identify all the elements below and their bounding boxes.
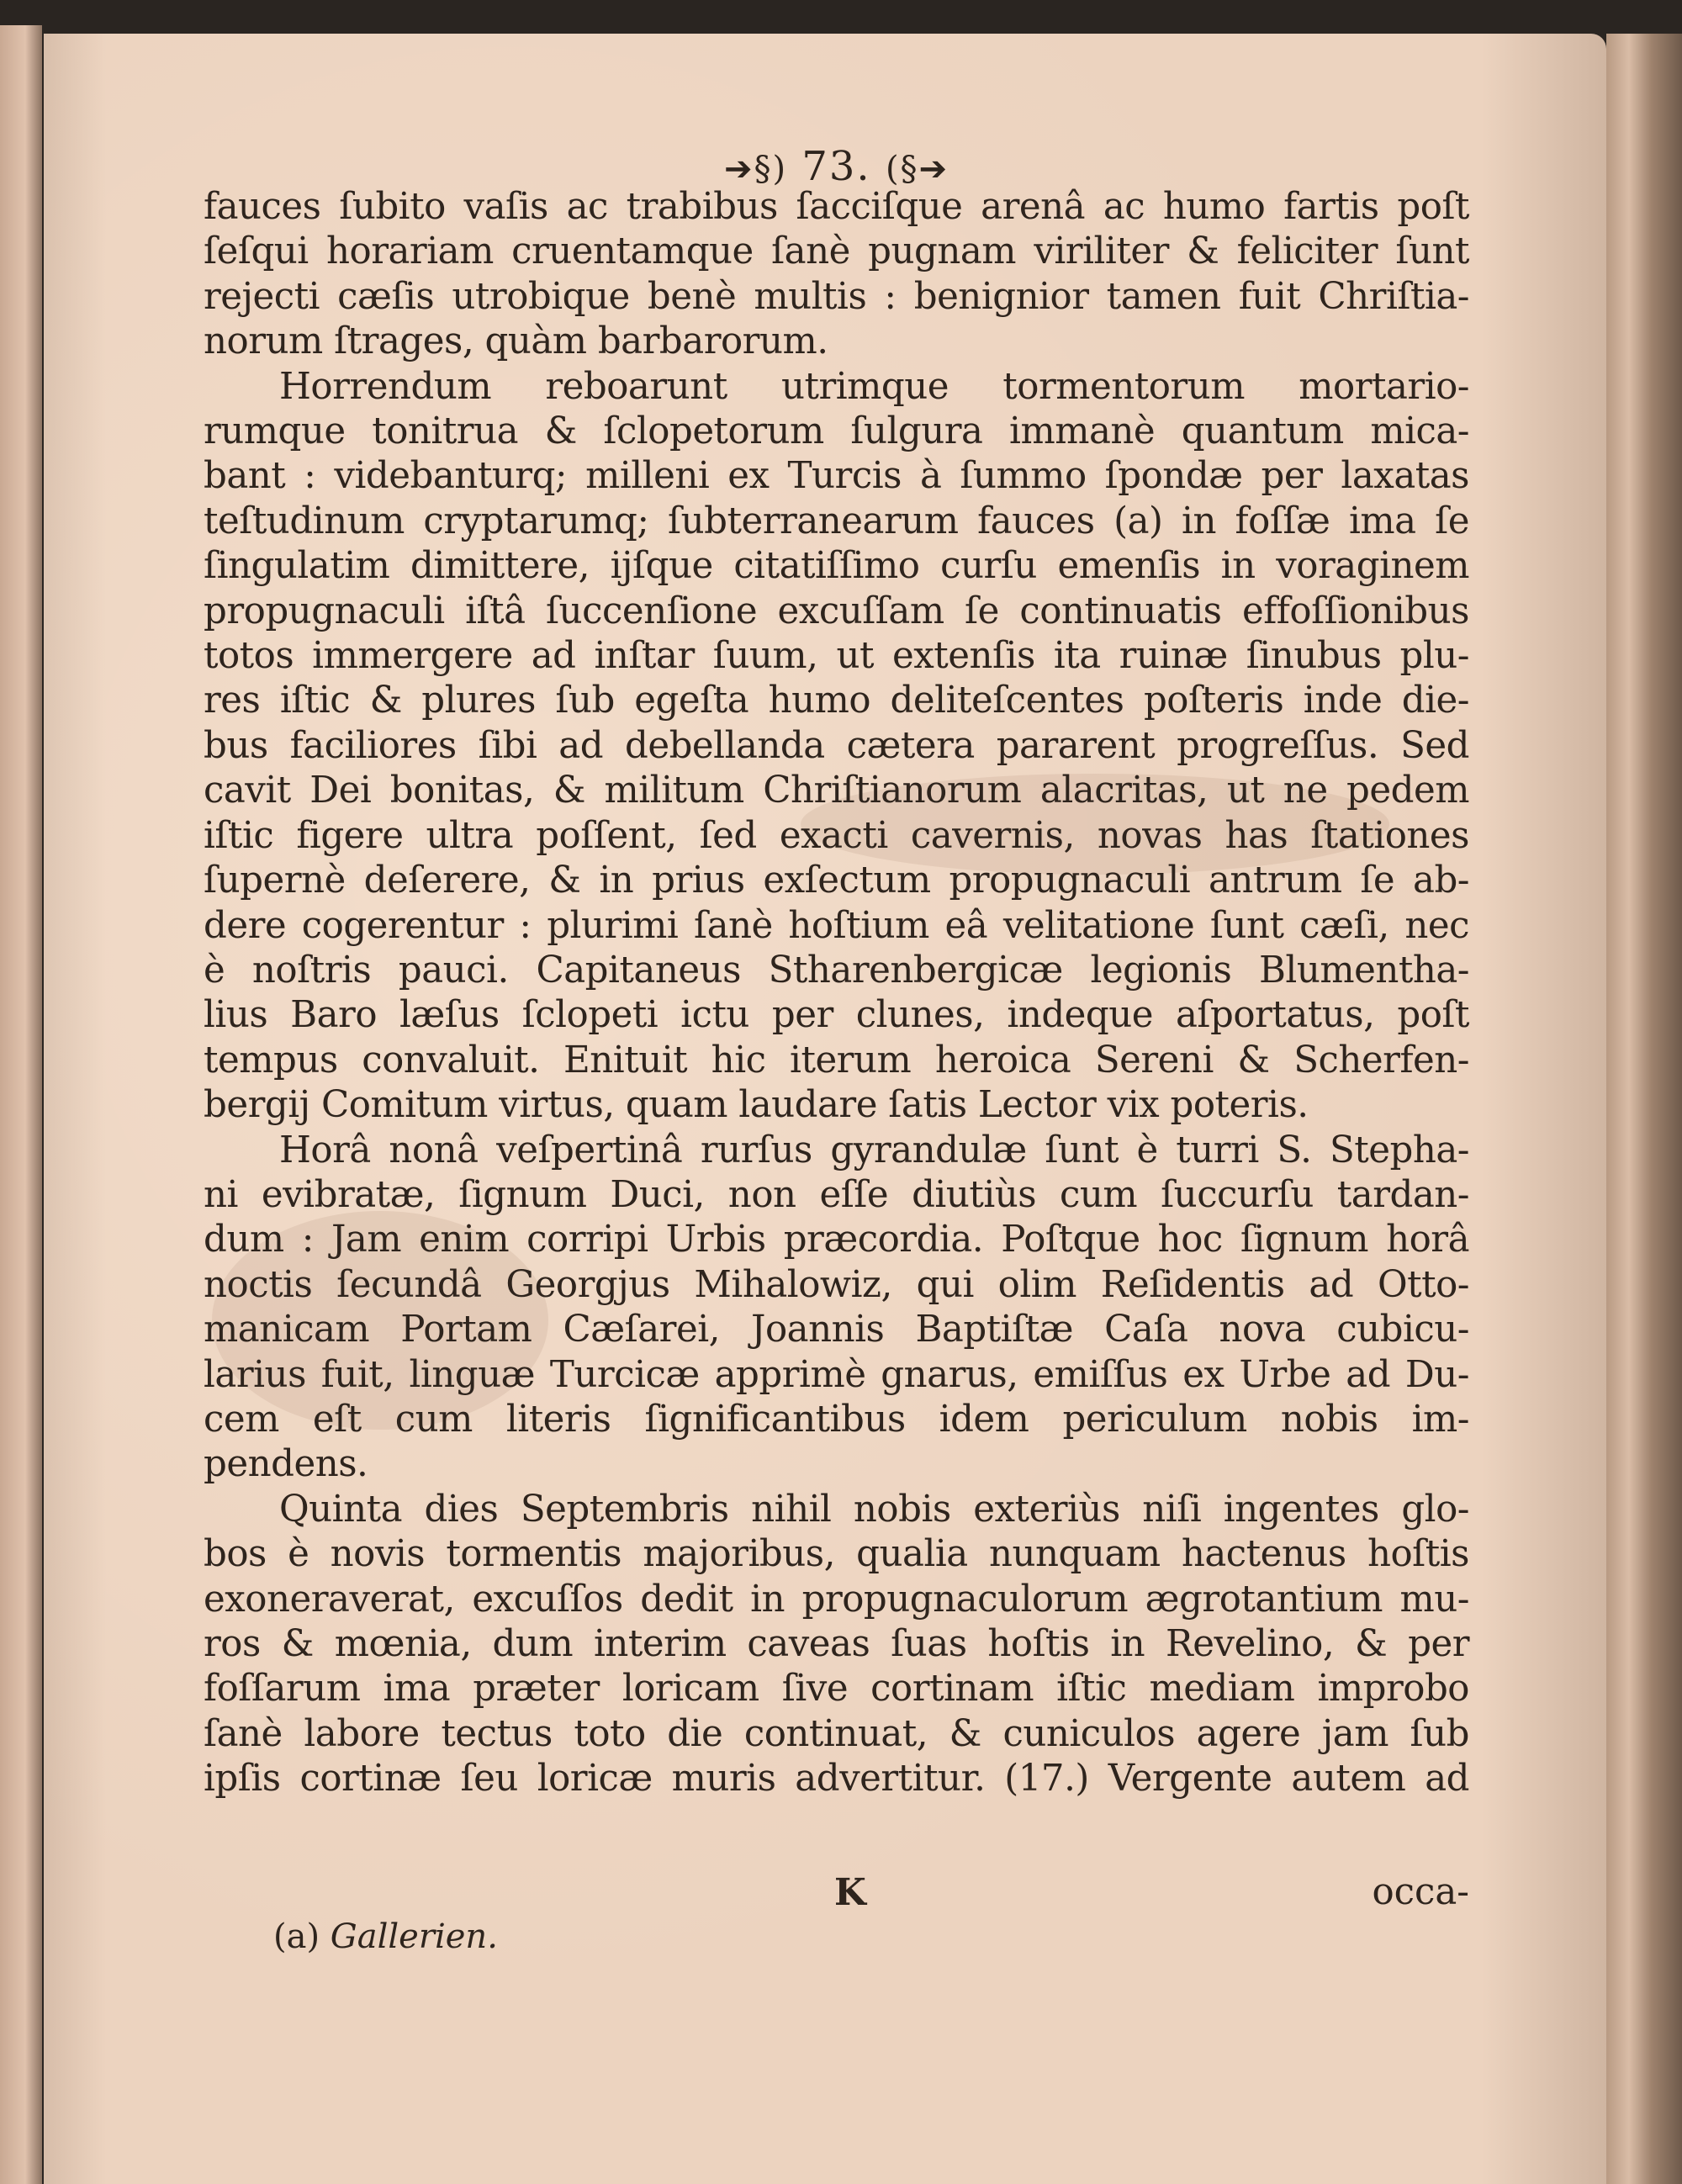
facing-page-edge [0, 25, 42, 2184]
header-left-ornament: ➔§) [723, 150, 788, 188]
signature-mark: K [834, 1871, 866, 1914]
catchword: occa- [1372, 1871, 1469, 1913]
text-line: Quinta dies Septembris nihil nobis exteriùs niſi ingentes glo- [279, 1488, 1469, 1531]
text-line: iſtic figere ultra poſſent, ſed exacti cavernis, novas has ſtationes [204, 814, 1469, 857]
text-line: exoneraverat, excuſſos dedit in propugnaculorum ægrotantium mu- [204, 1578, 1469, 1621]
text-line: propugnaculi iſtâ ſuccenſione excuſſam ſe continuatis effoſſionibus [204, 590, 1469, 632]
text-line: teſtudinum cryptarumq; ſubterranearum fauces (a) in foſſæ ima ſe [204, 500, 1469, 542]
header-right-ornament: (§➔ [885, 150, 949, 188]
text-line: rejecti cæſis utrobique benè multis : benignior tamen fuit Chriſtia- [204, 275, 1469, 318]
text-line: Horrendum reboarunt utrimque tormentorum mortario- [279, 365, 1469, 408]
text-line: lius Baro læſus ſclopeti ictu per clunes, indeque aſportatus, poſt [204, 994, 1469, 1037]
page-text-block [204, 143, 1469, 1802]
text-line: foſſarum ima præter loricam ſive cortinam iſtic mediam improbo [204, 1668, 1469, 1711]
running-header [204, 143, 1469, 190]
text-line: tempus convaluit. Enituit hic iterum heroica Sereni & Scherfen- [204, 1039, 1469, 1081]
text-line: cavit Dei bonitas, & militum Chriſtianorum alacritas, ut ne pedem [204, 769, 1469, 812]
text-line: ipſis cortinæ ſeu loricæ muris advertitur. (17.) Vergente autem ad [204, 1758, 1469, 1801]
text-line: fauces ſubito vaſis ac trabibus ſacciſque arenâ ac humo fartis poſt [204, 186, 1469, 228]
text-line: dere cogerentur : plurimi ſanè hoſtium eâ velitatione ſunt cæſi, nec [204, 904, 1469, 947]
text-line: noctis ſecundâ Georgjus Mihalowiz, qui olim Reſidentis ad Otto- [204, 1263, 1469, 1306]
text-line: bergij Comitum virtus, quam laudare ſatis Lector vix poteris. [204, 1084, 1309, 1127]
text-line: ſeſqui horariam cruentamque ſanè pugnam viriliter & feliciter ſunt [204, 230, 1469, 273]
footnote [273, 1917, 498, 1956]
text-line: ſupernè deſerere, & in prius exſectum propugnaculi antrum ſe ab- [204, 859, 1469, 902]
text-line: ſingulatim dimittere, ijſque citatiſſimo curſu emenſis in voraginem [204, 545, 1469, 588]
page-number: 73. [801, 143, 871, 190]
text-line: manicam Portam Cæſarei, Joannis Baptiſtæ Caſa nova cubicu- [204, 1309, 1469, 1351]
text-line: pendens. [204, 1443, 368, 1486]
footnote-text: Gallerien. [330, 1917, 498, 1956]
text-line: larius fuit, linguæ Turcicæ apprimè gnarus, emiſſus ex Urbe ad Du- [204, 1353, 1469, 1396]
text-line: ſanè labore tectus toto die continuat, & cuniculos agere jam ſub [204, 1712, 1469, 1755]
body-text [204, 185, 1469, 1802]
text-line: res iſtic & plures ſub egeſta humo deliteſcentes poſteris inde die- [204, 680, 1469, 722]
text-line: bos è novis tormentis majoribus, qualia nunquam hactenus hoſtis [204, 1533, 1469, 1576]
page-fore-edge [1606, 34, 1682, 2184]
text-line: Horâ nonâ veſpertinâ rurſus gyrandulæ ſunt è turri S. Stepha- [279, 1129, 1469, 1171]
text-line: è noſtris pauci. Capitaneus Stharenbergicæ legionis Blumentha- [204, 949, 1469, 992]
text-line: bus faciliores ſibi ad debellanda cætera pararent progreſſus. Sed [204, 724, 1469, 767]
footnote-label: (a) [273, 1917, 320, 1956]
text-line: ros & mœnia, dum interim caveas ſuas hoſtis in Revelino, & per [204, 1623, 1469, 1665]
text-line: bant : videbanturq; milleni ex Turcis à ſummo ſpondæ per laxatas [204, 455, 1469, 498]
text-line: totos immergere ad inſtar ſuum, ut extenſis ita ruinæ ſinubus plu- [204, 635, 1469, 678]
text-line: dum : Jam enim corripi Urbis præcordia. Poſtque hoc ſignum horâ [204, 1219, 1469, 1261]
text-line: ni evibratæ, ſignum Duci, non eſſe diutiùs cum ſuccurſu tardan- [204, 1173, 1469, 1216]
text-line: cem eſt cum literis ſignificantibus idem periculum nobis im- [204, 1398, 1469, 1441]
text-line: rumque tonitrua & ſclopetorum ſulgura immanè quantum mica- [204, 410, 1469, 453]
text-line: norum ſtrages, quàm barbarorum. [204, 320, 828, 363]
